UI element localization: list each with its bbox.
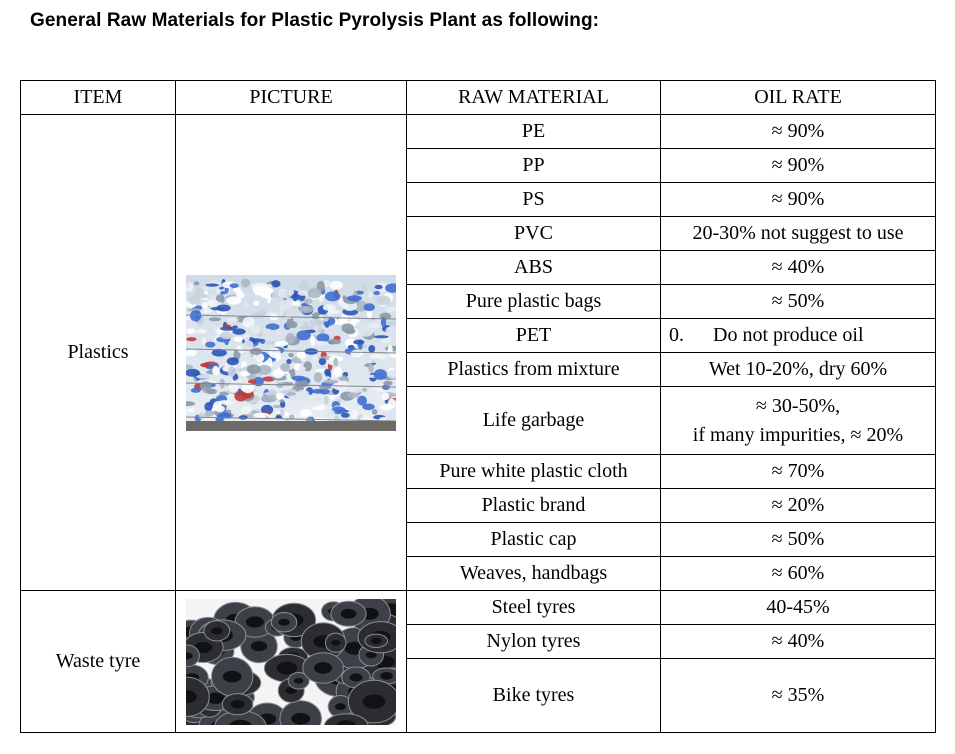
material-cell: PP xyxy=(407,149,661,183)
waste-tyre-pile-photo xyxy=(186,599,396,725)
oil-rate-cell: ≈ 35% xyxy=(661,659,936,733)
oil-rate-cell: ≈ 40% xyxy=(661,625,936,659)
oil-rate-cell: ≈ 90% xyxy=(661,115,936,149)
oil-rate-cell: Wet 10-20%, dry 60% xyxy=(661,353,936,387)
material-cell: PS xyxy=(407,183,661,217)
picture-tyre-cell xyxy=(176,591,407,733)
oil-rate-cell: ≈ 40% xyxy=(661,251,936,285)
material-cell: Plastics from mixture xyxy=(407,353,661,387)
item-plastics: Plastics xyxy=(21,115,176,591)
oil-rate-cell: ≈ 60% xyxy=(661,557,936,591)
oil-rate-cell: 20-30% not suggest to use xyxy=(661,217,936,251)
oil-rate-cell: ≈ 90% xyxy=(661,149,936,183)
picture-plastics-cell xyxy=(176,115,407,591)
material-cell: Weaves, handbags xyxy=(407,557,661,591)
table-row xyxy=(21,115,936,149)
material-cell: Nylon tyres xyxy=(407,625,661,659)
header-item: ITEM xyxy=(21,81,176,115)
oil-rate-cell: ≈ 90% xyxy=(661,183,936,217)
oil-rate-cell: ≈ 50% xyxy=(661,523,936,557)
document-title: General Raw Materials for Plastic Pyrolysis Plant as following: xyxy=(30,10,600,31)
material-cell: PE xyxy=(407,115,661,149)
material-cell: Plastic cap xyxy=(407,523,661,557)
oil-rate-cell xyxy=(661,319,936,353)
list-number: 0. xyxy=(669,324,684,346)
oil-rate-cell xyxy=(661,387,936,455)
header-raw-material: RAW MATERIAL xyxy=(407,81,661,115)
oil-rate-cell: ≈ 70% xyxy=(661,455,936,489)
material-cell: PVC xyxy=(407,217,661,251)
table-row xyxy=(21,591,936,625)
material-cell: PET xyxy=(407,319,661,353)
material-cell: Plastic brand xyxy=(407,489,661,523)
raw-materials-table xyxy=(20,80,936,733)
oil-rate-text: Do not produce oil xyxy=(713,324,864,346)
oil-rate-cell: ≈ 50% xyxy=(661,285,936,319)
item-waste-tyre: Waste tyre xyxy=(21,591,176,733)
material-cell: Bike tyres xyxy=(407,659,661,733)
material-cell: Life garbage xyxy=(407,387,661,455)
material-cell: Pure white plastic cloth xyxy=(407,455,661,489)
oil-rate-line-1: ≈ 30-50%, xyxy=(755,394,841,417)
header-oil-rate: OIL RATE xyxy=(661,81,936,115)
material-cell: Steel tyres xyxy=(407,591,661,625)
header-picture: PICTURE xyxy=(176,81,407,115)
material-cell: ABS xyxy=(407,251,661,285)
oil-rate-cell: ≈ 20% xyxy=(661,489,936,523)
oil-rate-cell: 40-45% xyxy=(661,591,936,625)
oil-rate-line-2: if many impurities, ≈ 20% xyxy=(692,423,904,446)
material-cell: Pure plastic bags xyxy=(407,285,661,319)
baled-plastic-bottles-photo xyxy=(186,275,396,431)
table-header-row xyxy=(21,81,936,115)
